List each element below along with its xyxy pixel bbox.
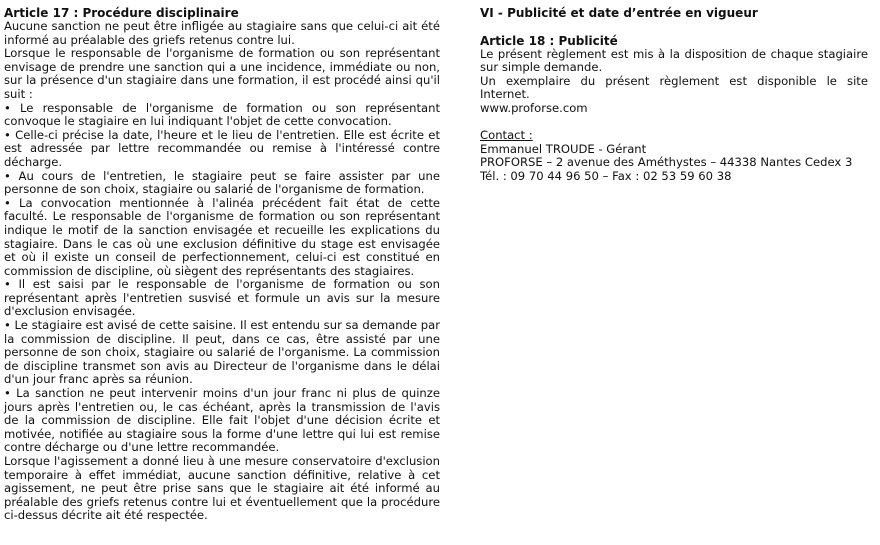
- article-17-bullet-5: • Il est saisi par le responsable de l'organisme de formation ou son représentant après l'entretien susvisé et formule un avis sur la mesure d'exclusion envisagée.: [4, 277, 440, 319]
- section-vi-column: [480, 6, 868, 184]
- article-18-heading: Article 18 : Publicité: [480, 33, 618, 48]
- article-17-bullet-4: • La convocation mentionnée à l'alinéa précédent fait état de cette faculté. Le responsable de l'organisme de formation ou son représentant indique le motif de la sanction envisagée et recueille les explications du stagiaire. Dans le cas où une exclusion définitive du stage est envisagée et où il existe un conseil de perfectionnement, celui-ci est constitué en commission de discipline, où siègent des représentants des stagiaires.: [4, 195, 440, 278]
- article-17-bullet-2: • Celle-ci précise la date, l'heure et le lieu de l'entretien. Elle est écrite et est adressée par lettre recommandée ou remise à l'intéressé contre décharge.: [4, 127, 440, 169]
- spacer: [480, 20, 868, 34]
- article-17-column: [4, 6, 440, 523]
- article-17-heading: Article 17 : Procédure disciplinaire: [4, 6, 239, 20]
- section-vi-title: VI - Publicité et date d’entrée en vigueur: [480, 6, 758, 20]
- article-17-paragraph-1: Aucune sanction ne peut être infligée au stagiaire sans que celui-ci ait été informé au préalable des griefs retenus contre lui.: [4, 19, 440, 47]
- contact-phone: Tél. : 09 70 44 96 50 – Fax : 02 53 59 60 38: [480, 168, 732, 183]
- article-18-paragraph-1: Le présent règlement est mis à la disposition de chaque stagiaire sur simple demande.: [480, 46, 868, 75]
- spacer: [480, 116, 868, 130]
- article-18-paragraph-2: Un exemplaire du présent règlement est disponible le site Internet.: [480, 73, 868, 102]
- article-17-bullet-6: • Le stagiaire est avisé de cette saisine. Il est entendu sur sa demande par la commission de discipline. Il peut, dans ce cas, être assisté par une personne de son choix, stagiaire ou salarié de l'organisme. La commission de discipline transmet son avis au Directeur de l'organisme dans le délai d'un jour franc après sa réunion.: [4, 318, 440, 387]
- website-link[interactable]: www.proforse.com: [480, 100, 588, 115]
- article-17-paragraph-2: Lorsque le responsable de l'organisme de formation ou son représentant envisage de prendre une sanction qui a une incidence, immédiate ou non, sur la présence d'un stagiaire dans une formation, il est procédé ainsi qu'il suit :: [4, 46, 440, 101]
- article-17-bullet-7: • La sanction ne peut intervenir moins d'un jour franc ni plus de quinze jours après l'entretien ou, le cas échéant, après la transmission de l'avis de la commission de discipline. Elle fait l'objet d'une décision écrite et motivée, notifiée au stagiaire sous la forme d'une lettre qui lui est remise contre décharge ou d'une lettre recommandée.: [4, 386, 440, 455]
- contact-name: Emmanuel TROUDE - Gérant: [480, 141, 647, 156]
- article-17-bullet-3: • Au cours de l'entretien, le stagiaire peut se faire assister par une personne de son choix, stagiaire ou salarié de l'organisme de formation.: [4, 168, 440, 197]
- article-17-bullet-1: • Le responsable de l'organisme de formation ou son représentant convoque le stagiaire en lui indiquant l'objet de cette convocation.: [4, 100, 440, 129]
- article-17-paragraph-final: Lorsque l'agissement a donné lieu à une mesure conservatoire d'exclusion temporaire à effet immédiat, aucune sanction définitive, relative à cet agissement, ne peut être prise sans que le stagiaire ait été informé au préalable des griefs retenus contre lui et éventuellement que la procédure ci-dessus décrite ait été respectée.: [4, 454, 440, 523]
- contact-label: Contact :: [480, 128, 533, 143]
- contact-address: PROFORSE – 2 avenue des Améthystes – 44338 Nantes Cedex 3: [480, 155, 853, 170]
